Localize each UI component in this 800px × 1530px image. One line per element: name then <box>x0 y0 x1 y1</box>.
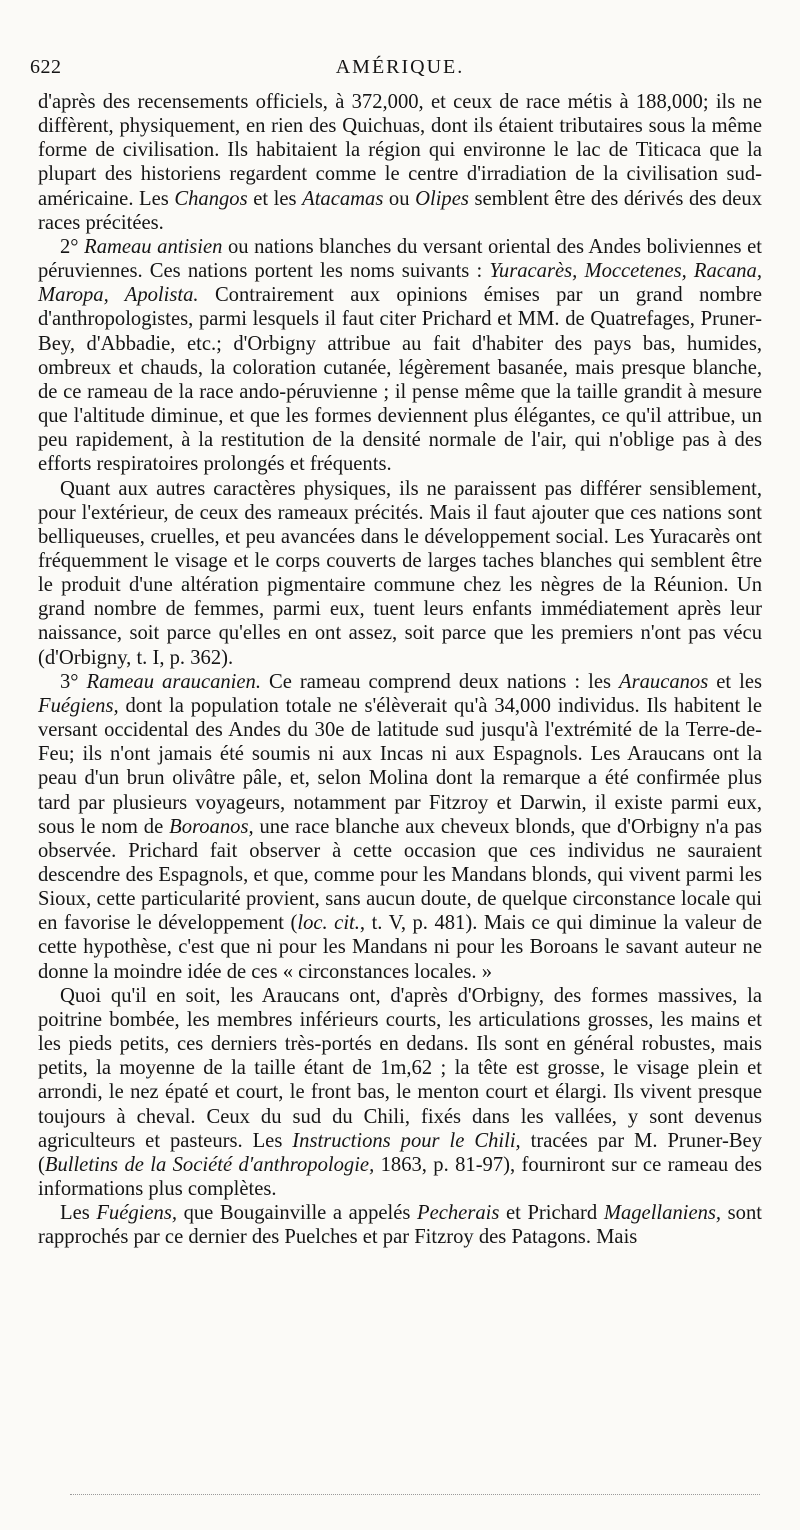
paragraph <box>38 235 762 477</box>
body-text <box>38 90 762 1250</box>
paragraph <box>38 1201 762 1249</box>
italic-text: Atacamas <box>302 187 384 210</box>
text-run: dont la population totale ne s'élèverait qu'à 34,000 individus. Ils habitent le versant occidental des Andes du 30e de latitude sud jusqu'à l'extrémité de la Terre-de-Feu; ils n'ont jamais été soumis ni aux Incas ni aux Espagnols. Les Araucans ont la peau d'un brun olivâtre pâle, et, selon Molina dont la remarque a été confirmée plus tard par plusieurs voyageurs, notamment par Fitzroy et Darwin, il existe parmi eux, sous le nom de <box>38 694 762 838</box>
text-run: et les <box>708 670 763 693</box>
italic-text: Changos <box>174 187 248 210</box>
italic-text: Yuracarès, Moccetenes, Racana, Maropa, Apolista. <box>38 260 762 307</box>
text-run: Contrairement aux opinions émises par un grand nombre d'anthropologistes, parmi lesquels il faut citer Prichard et MM. de Quatrefages, Pruner-Bey, d'Abbadie, etc.; d'Orbigny attribue au fait d'habiter des pays bas, humides, ombreux et chauds, la coloration cutanée, légèrement basanée, mais presque blanche, de ce rameau de la race ando-péruvienne ; il pense même que la taille grandit à mesure que l'altitude diminue, et que les formes deviennent plus élégantes, ce qu'il attribue, un peu rapidement, à la restitution de la densité normale de l'air, qui n'oblige pas à des efforts respiratoires prolongés et fréquents. <box>38 284 762 476</box>
text-run: semblent être des dérivés des deux races précitées. <box>38 187 763 234</box>
italic-text: Pecherais <box>417 1202 500 1225</box>
text-run: et Prichard <box>499 1202 604 1225</box>
page-header <box>30 56 770 84</box>
text-run: Quoi qu'il en soit, les Araucans ont, d'après d'Orbigny, des formes massives, la poitrine bombée, les membres inférieurs courts, les articulations grosses, les mains et les pieds petits, ces derniers très-portés en dedans. Ils sont en général robustes, mais petits, la moyenne de la taille étant de 1m,62 ; la tête est grosse, le visage plein et arrondi, le nez épaté et court, le front bas, le menton court et élargi. Ils vivent presque toujours à cheval. Ceux du sud du Chili, fixés dans les vallées, y sont devenus agriculteurs et pasteurs. Les <box>38 984 762 1152</box>
paragraph <box>38 90 762 235</box>
text-run: 3° <box>60 670 87 693</box>
text-run: que Bougainville a appelés <box>176 1202 418 1225</box>
text-run: une race blanche aux cheveux blonds, que d'Orbigny n'a pas observée. Prichard fait observer à cette occasion que ces individus ne sauraient descendre des Espagnols, et que, comme pour les Mandans blonds, qui vivent parmi les Sioux, cette particularité provient, sans aucun doute, de quelque circonstance locale qui en favorise le développement ( <box>38 815 762 935</box>
italic-text: Boroanos, <box>169 815 254 838</box>
paragraph <box>38 477 762 670</box>
italic-text: Rameau araucanien. <box>86 670 261 693</box>
paragraph <box>38 984 762 1201</box>
italic-text: loc. cit. <box>297 912 360 935</box>
running-title: AMÉRIQUE. <box>335 56 465 78</box>
text-run: Ce rameau comprend deux nations : les <box>261 670 620 693</box>
text-run: 2° <box>60 235 85 258</box>
text-run: ou <box>383 187 416 210</box>
text-run: 1863, p. 81-97), fourniront sur ce rameau des informations plus complètes. <box>38 1153 762 1201</box>
text-run: ou nations blanches du versant oriental des Andes boliviennes et péruviennes. Ces nations portent les noms suivants : <box>38 235 762 283</box>
italic-text: Magellaniens, <box>603 1202 722 1225</box>
italic-text: Olipes <box>415 187 469 210</box>
italic-text: Fuégiens, <box>38 694 119 717</box>
italic-text: Fuégiens, <box>96 1202 177 1225</box>
text-run: sont rapprochés par ce dernier des Puelches et par Fitzroy des Patagons. Mais <box>38 1202 762 1249</box>
italic-text: Instructions pour le Chili, <box>292 1129 521 1152</box>
text-run: tracées par M. Pruner-Bey ( <box>38 1129 762 1176</box>
page-number: 622 <box>30 56 62 78</box>
italic-text: Araucanos <box>619 670 709 693</box>
text-run: d'après des recensements officiels, à 372,000, et ceux de race métis à 188,000; ils ne diffèrent, physiquement, en rien des Quichuas, dont ils étaient tributaires sous la même forme de civilisation. Ils habitaient la région qui environne le lac de Titicaca que la plupart des historiens regardent comme le centre d'irradiation de la civilisation sud-américaine. Les <box>38 91 762 210</box>
text-run: et les <box>247 187 303 210</box>
text-run: Les <box>60 1202 97 1225</box>
italic-text: Rameau antisien <box>84 235 223 258</box>
italic-text: Bulletins de la Société d'anthropologie, <box>44 1153 375 1176</box>
text-run: Quant aux autres caractères physiques, ils ne paraissent pas différer sensiblement, pour l'extérieur, de ceux des rameaux précités. Mais il faut ajouter que ces nations sont belliqueuses, cruelles, et peu avancées dans le développement social. Les Yuracarès ont fréquemment le visage et le corps couverts de larges taches blanches qui semblent être le produit d'une altération pigmentaire commune chez les nègres de la Réunion. Un grand nombre de femmes, parmi eux, tuent leurs enfants immédiatement après leur naissance, soit parce qu'elles en ont assez, soit parce que les premiers n'ont pas vécu (d'Orbigny, t. I, p. 362). <box>38 477 762 669</box>
bottom-rule <box>70 1494 760 1495</box>
paragraph <box>38 670 762 984</box>
text-run: , t. V, p. 481). Mais ce qui diminue la valeur de cette hypothèse, c'est que ni pour les Mandans ni pour les Boroans le savant auteur ne donne la moindre idée de ces « circonstances locales. » <box>38 912 762 983</box>
